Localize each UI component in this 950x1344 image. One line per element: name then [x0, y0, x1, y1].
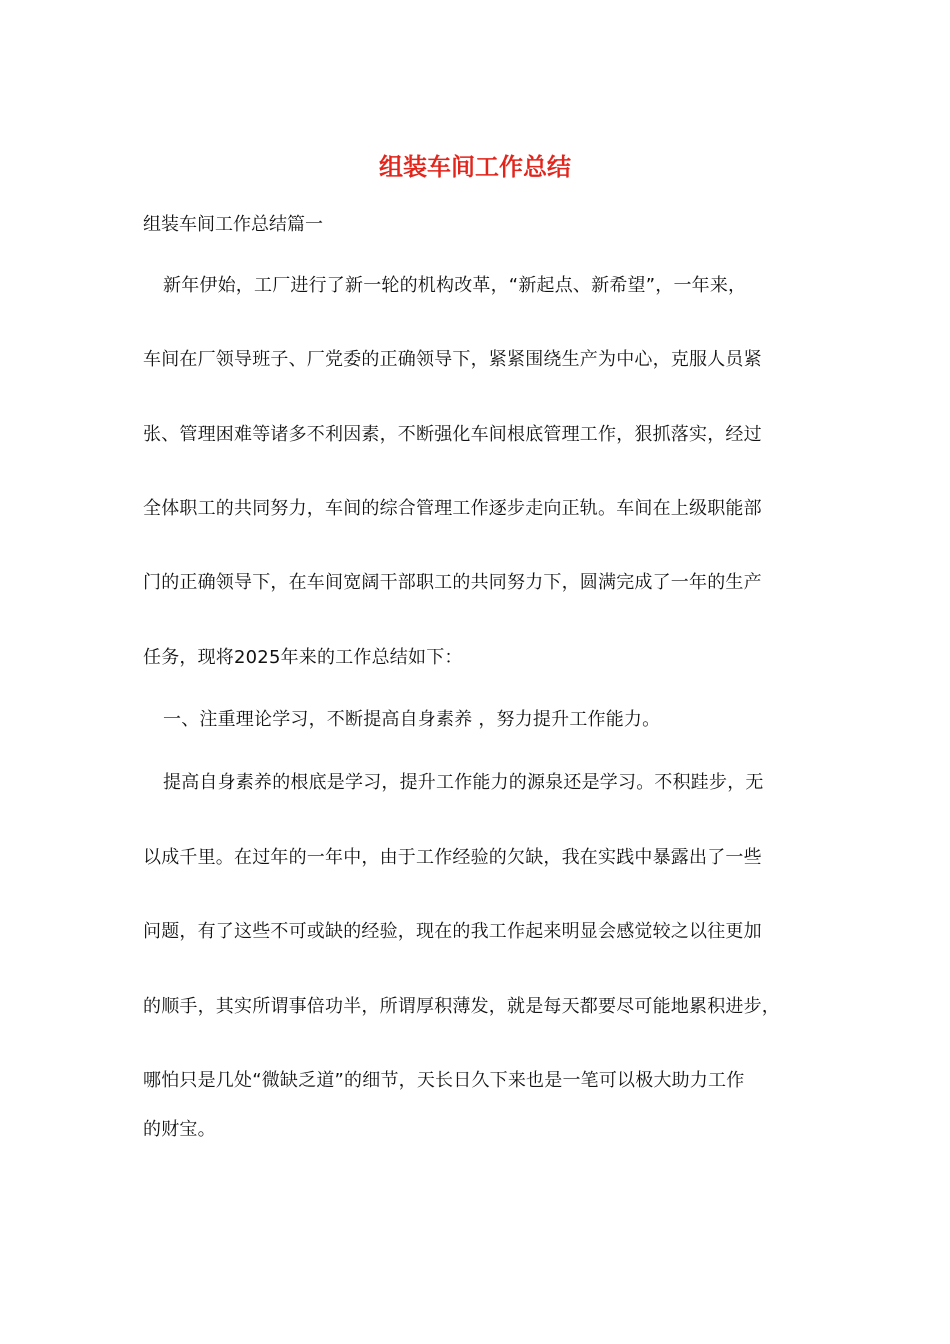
paragraph-line: 以成千里。在过年的一年中，由于工作经验的欠缺，我在实践中暴露出了一些: [143, 847, 762, 868]
paragraph-line: 新年伊始，工厂进行了新一轮的机构改革，“新起点、新希望”，一年来，: [163, 275, 747, 296]
paragraph-line: 的顺手，其实所谓事倍功半，所谓厚积薄发，就是每天都要尽可能地累积进步，: [143, 996, 780, 1017]
section-heading: 组装车间工作总结篇一: [143, 214, 323, 235]
paragraph-line: 提高自身素养的根底是学习，提升工作能力的源泉还是学习。不积跬步，无: [163, 772, 764, 793]
paragraph-line: 门的正确领导下，在车间宽阔干部职工的共同努力下，圆满完成了一年的生产: [143, 572, 762, 593]
document-title: 组装车间工作总结: [379, 152, 571, 181]
paragraph-line: 车间在厂领导班子、厂党委的正确领导下，紧紧围绕生产为中心，克服人员紧: [143, 349, 762, 370]
paragraph-line: 全体职工的共同努力，车间的综合管理工作逐步走向正轨。车间在上级职能部: [143, 498, 762, 519]
paragraph-line: 问题，有了这些不可或缺的经验，现在的我工作起来明显会感觉较之以往更加: [143, 921, 762, 942]
paragraph-line: 任务，现将2025年来的工作总结如下：: [143, 647, 463, 668]
paragraph-line: 的财宝。: [143, 1119, 216, 1140]
paragraph-line: 哪怕只是几处“微缺乏道”的细节，天长日久下来也是一笔可以极大助力工作: [143, 1070, 745, 1091]
paragraph-line: 一、注重理论学习，不断提高自身素养 ，努力提升工作能力。: [163, 709, 661, 730]
paragraph-line: 张、管理困难等诸多不利因素，不断强化车间根底管理工作，狠抓落实，经过: [143, 424, 762, 445]
